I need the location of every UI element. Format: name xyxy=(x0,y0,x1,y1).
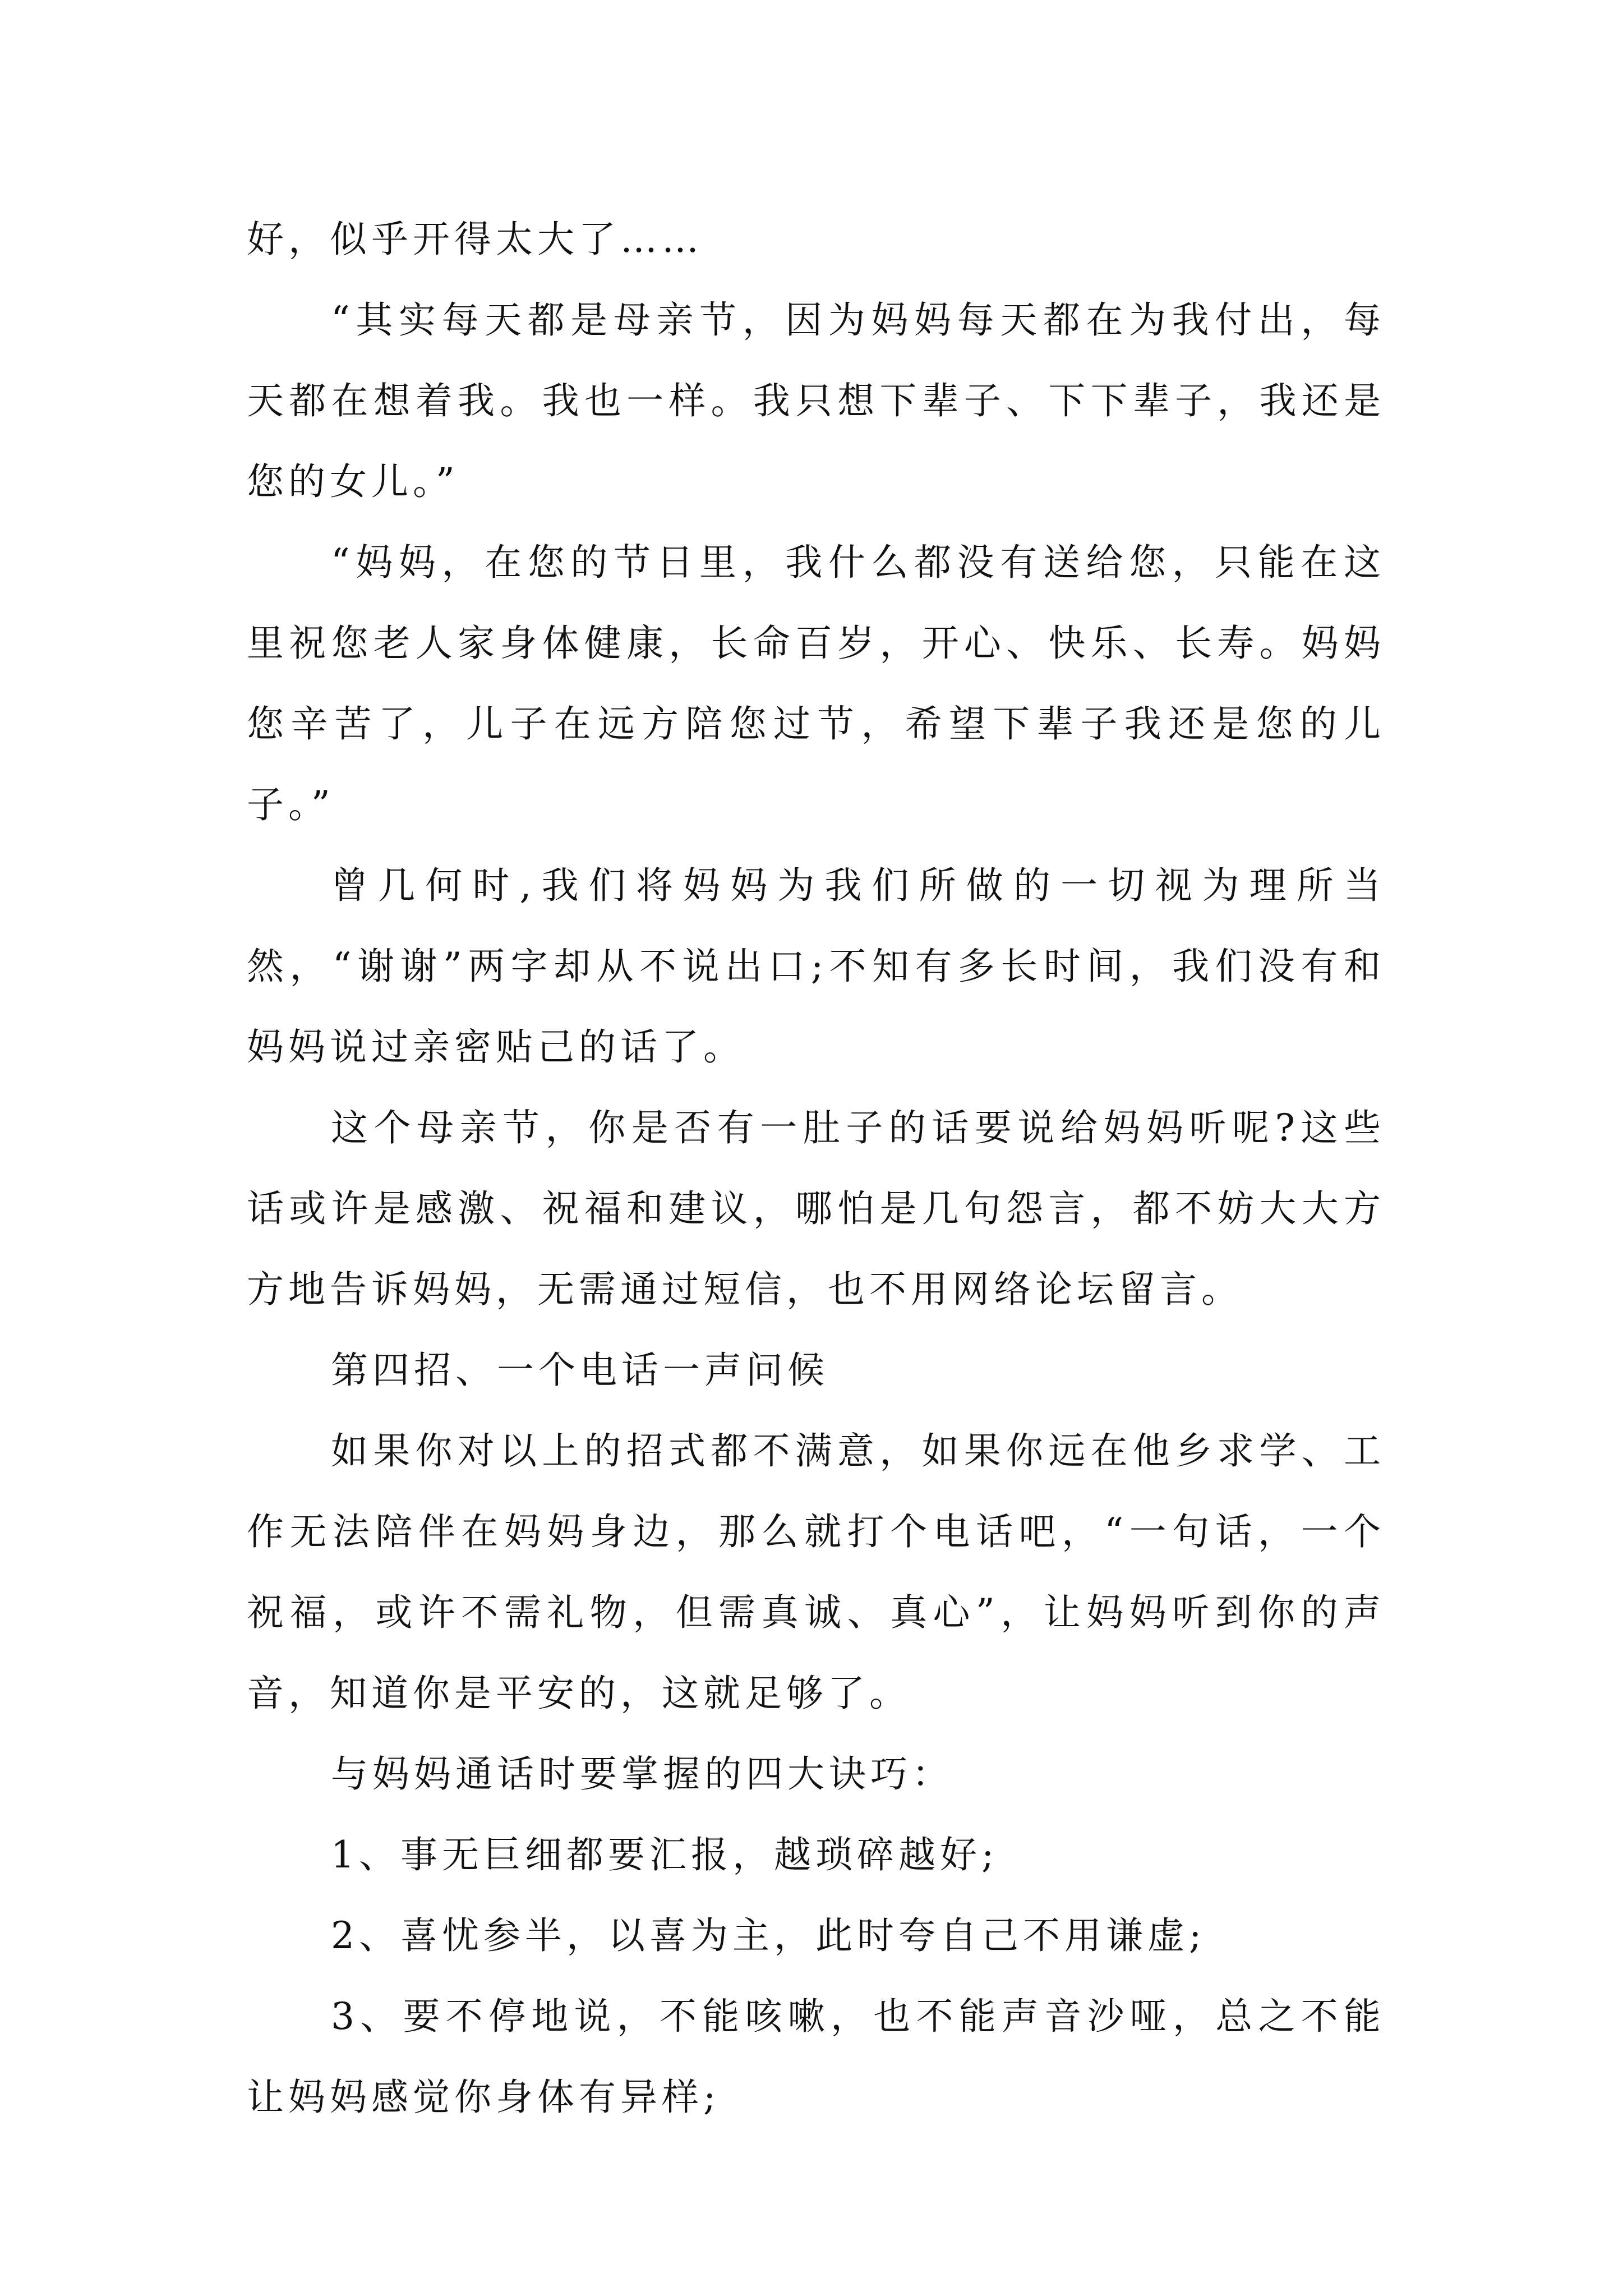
section-heading: 第四招、一个电话一声问候 xyxy=(331,1349,829,1392)
paragraph: 曾几何时,我们将妈妈为我们所做的一切视为理所当然，“谢谢”两字却从不说出口;不知有多长时间，我们没有和妈妈说过亲密贴己的话了。 xyxy=(247,864,1385,1069)
document-body xyxy=(247,199,1385,2138)
paragraph: 好，似乎开得太大了…… xyxy=(247,218,703,261)
paragraph: “其实每天都是母亲节，因为妈妈每天都在为我付出，每天都在想着我。我也一样。我只想下辈子、下下辈子，我还是您的女儿。” xyxy=(247,298,1385,503)
paragraph: 这个母亲节，你是否有一肚子的话要说给妈妈听呢?这些话或许是感激、祝福和建议，哪怕是几句怨言，都不妨大大方方地告诉妈妈，无需通过短信，也不用网络论坛留言。 xyxy=(247,1106,1385,1311)
list-item: 2、喜忧参半，以喜为主，此时夸自己不用谦虚; xyxy=(331,1914,1206,1957)
paragraph: 如果你对以上的招式都不满意，如果你远在他乡求学、工作无法陪伴在妈妈身边，那么就打个电话吧，“一句话，一个祝福，或许不需礼物，但需真诚、真心”，让妈妈听到你的声音，知道你是平安的，这就足够了。 xyxy=(247,1429,1385,1715)
paragraph: 与妈妈通话时要掌握的四大诀巧： xyxy=(331,1752,953,1796)
paragraph: “妈妈，在您的节日里，我什么都没有送给您，只能在这里祝您老人家身体健康，长命百岁，开心、快乐、长寿。妈妈您辛苦了，儿子在远方陪您过节，希望下辈子我还是您的儿子。” xyxy=(247,541,1385,826)
list-item: 3、要不停地说，不能咳嗽，也不能声音沙哑，总之不能让妈妈感觉你身体有异样; xyxy=(247,1995,1385,2119)
list-item: 1、事无巨细都要汇报，越琐碎越好; xyxy=(331,1833,999,1876)
